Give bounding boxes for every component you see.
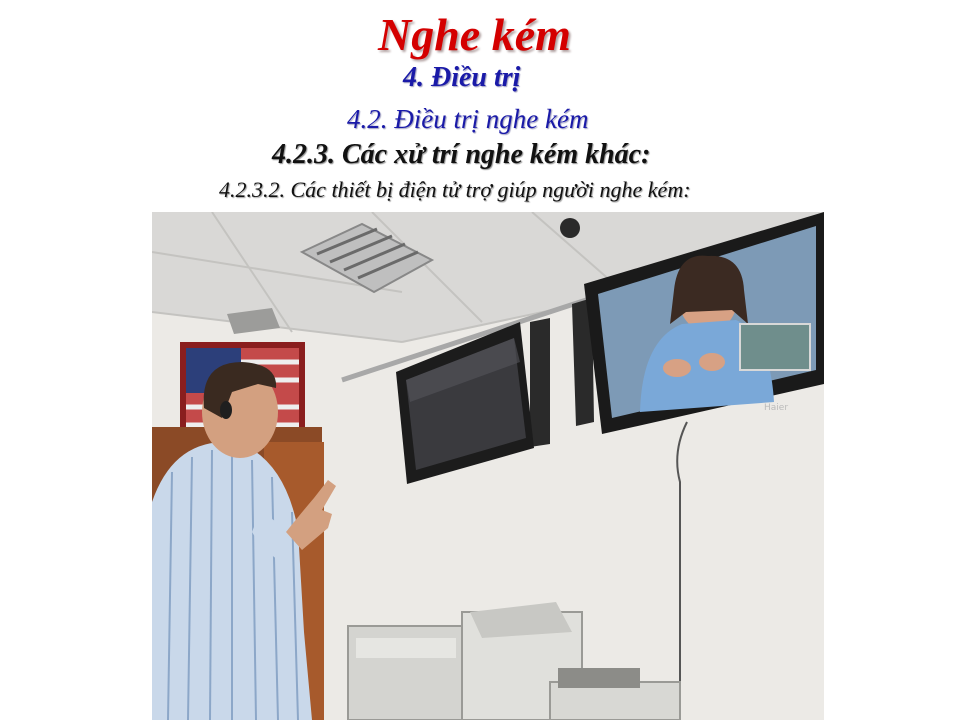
heading-hearing-loss-treatment: 4.2. Điều trị nghe kém — [347, 104, 589, 134]
slide-title: Nghe kém — [378, 9, 571, 60]
self-view-inset — [740, 324, 810, 370]
heading-treatment: 4. Điều trị — [403, 62, 521, 93]
video-relay-photo — [152, 212, 824, 720]
tv-brand-label: Haier — [764, 403, 789, 413]
security-camera-icon — [560, 218, 580, 238]
heading-electronic-devices: 4.2.3.2. Các thiết bị điện tử trợ giúp người nghe kém: — [219, 177, 691, 202]
heading-other-management: 4.2.3. Các xử trí nghe kém khác: — [272, 139, 651, 170]
bluetooth-headset-icon — [220, 401, 232, 419]
